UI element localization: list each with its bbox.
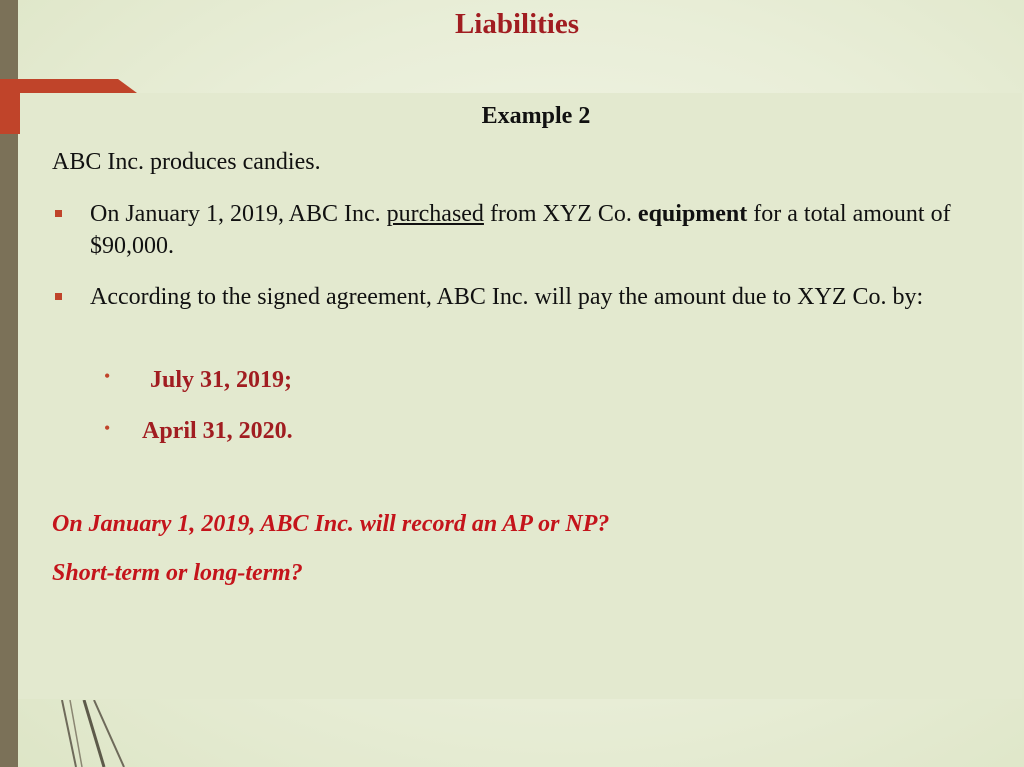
slide-title: Liabilities — [454, 8, 580, 40]
bullet-square-icon — [55, 293, 62, 300]
due-date-1: July 31, 2019; — [150, 367, 293, 393]
bullet-square-icon — [55, 210, 62, 217]
decorative-lines — [60, 700, 140, 767]
question-term: Short-term or long-term? — [52, 560, 303, 586]
due-date-2: April 31, 2020. — [142, 418, 293, 444]
bullet-item-agreement: According to the signed agreement, ABC Inc. will pay the amount due to XYZ Co. by: — [90, 284, 924, 310]
bullet1-text-b: from XYZ Co. — [483, 201, 638, 227]
bullet-item-purchase — [90, 198, 1000, 262]
round-bullet-icon: • — [104, 366, 111, 386]
content-panel — [18, 93, 1022, 699]
bullet1-underlined: purchased — [386, 201, 484, 227]
round-bullet-icon: • — [104, 418, 111, 438]
intro-text: ABC Inc. produces candies. — [52, 149, 321, 175]
bullet1-text-a: On January 1, 2019, ABC Inc. — [90, 201, 387, 227]
bullet1-text-c: for a total amount of $90,000. — [90, 201, 951, 259]
accent-tab — [0, 79, 137, 93]
bullet1-bold: equipment — [637, 201, 748, 227]
question-ap-np: On January 1, 2019, ABC Inc. will record an AP or NP? — [52, 511, 610, 537]
example-heading: Example 2 — [481, 103, 591, 129]
